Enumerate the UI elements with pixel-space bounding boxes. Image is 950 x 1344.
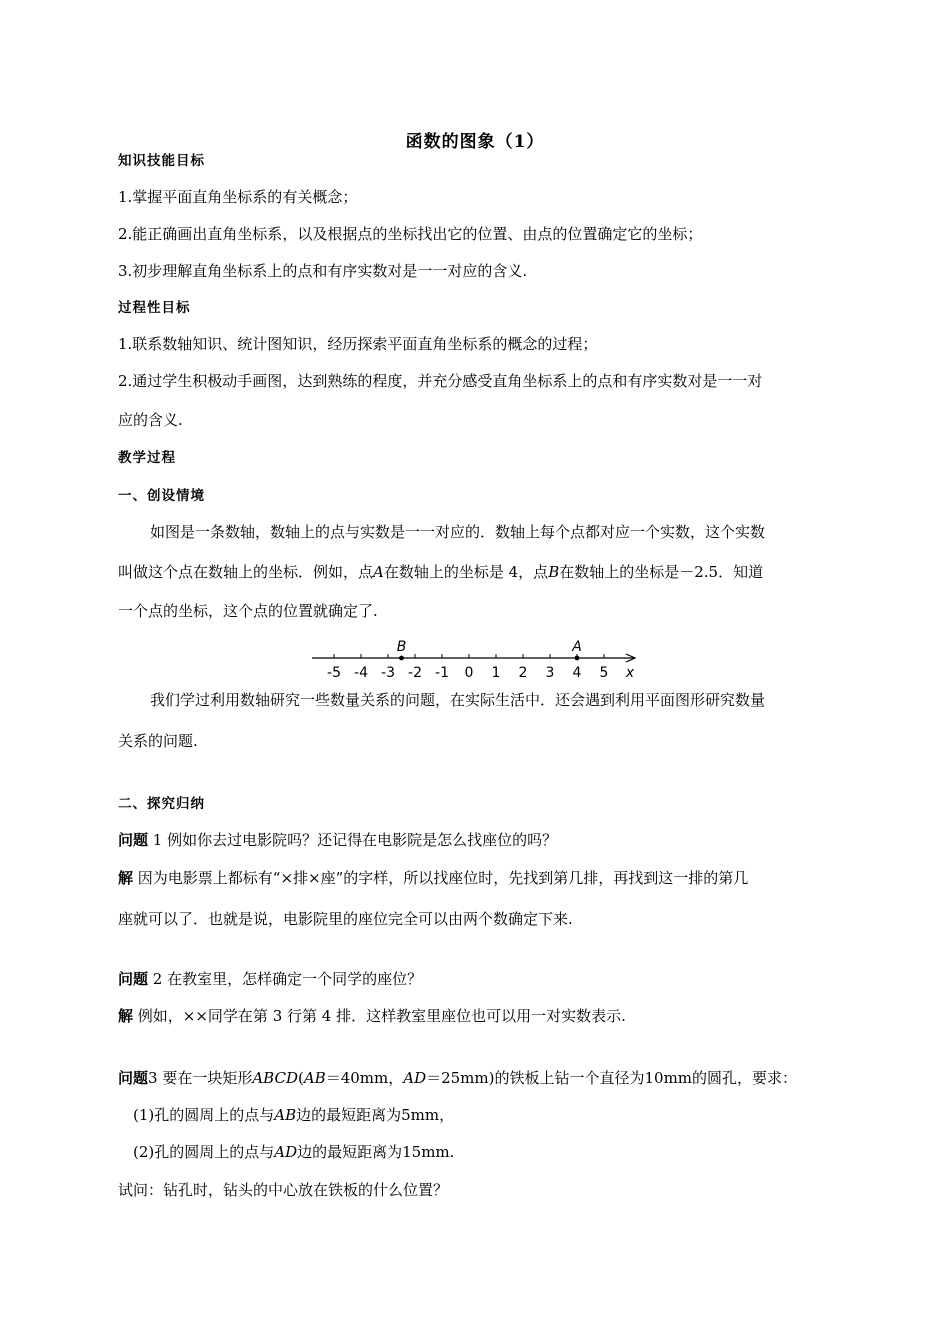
question-label: 问题 — [118, 831, 149, 849]
text: (2)孔的圆周上的点与 — [133, 1143, 275, 1161]
tick-label: -1 — [435, 665, 449, 681]
rect-abcd: ABCD — [252, 1069, 298, 1087]
question-label: 问题 — [118, 970, 149, 988]
text: (1)孔的圆周上的点与 — [133, 1106, 275, 1124]
point-b-label: B — [396, 639, 407, 655]
number-line-figure — [308, 636, 648, 684]
part1-para1-line1: 如图是一条数轴，数轴上的点与实数是一一对应的．数轴上每个点都对应一个实数，这个实数 — [150, 523, 766, 541]
segment-ab: AB — [303, 1069, 326, 1087]
process-item-1: 1.联系数轴知识、统计图知识，经历探索平面直角坐标系的概念的过程； — [118, 335, 598, 353]
axis-label: x — [625, 665, 635, 681]
text: 例如，××同学在第 3 行第 4 排．这样教室里座位也可以用一对实数表示. — [133, 1007, 626, 1025]
answer-2 — [118, 1006, 626, 1026]
knowledge-item-3: 3.初步理解直角坐标系上的点和有序实数对是一一对应的含义. — [118, 262, 528, 280]
text: 因为电影票上都标有“×排×座”的字样，所以找座位时，先找到第几排，再找到这一排的第几 — [133, 869, 749, 887]
answer-label: 解 — [118, 869, 134, 887]
text: 2 — [148, 970, 168, 988]
point-a-dot — [575, 656, 580, 661]
knowledge-item-1: 1.掌握平面直角坐标系的有关概念； — [118, 188, 358, 206]
question-label: 问题 — [118, 1069, 149, 1087]
heading-part1: 一、创设情境 — [118, 488, 205, 504]
segment-ab: AB — [274, 1106, 297, 1124]
process-item-2: 2.通过学生积极动手画图，达到熟练的程度，并充分感受直角坐标系上的点和有序实数对是一一对 — [118, 372, 763, 390]
tick-label: -4 — [354, 665, 368, 681]
point-a-label: A — [572, 639, 582, 655]
tick-label: -3 — [381, 665, 395, 681]
answer-label: 解 — [118, 1007, 134, 1025]
text: ＝40mm， — [325, 1069, 404, 1087]
part1-para2-line1: 我们学过利用数轴研究一些数量关系的问题，在实际生活中．还会遇到利用平面图形研究数量 — [150, 691, 766, 709]
text: 叫做这个点在数轴上的坐标．例如，点 — [118, 563, 374, 581]
number-line — [312, 639, 635, 681]
text: 在数轴上的坐标是 4，点 — [383, 563, 549, 581]
tick-label: 1 — [491, 665, 501, 681]
tick-label: 3 — [545, 665, 555, 681]
tick-label: 4 — [572, 665, 582, 681]
part1-para1-line3: 一个点的坐标，这个点的位置就确定了. — [118, 602, 378, 620]
text: 边的最短距离为15mm. — [297, 1143, 455, 1161]
point-a-label: A — [373, 563, 384, 581]
question-3-condition-1 — [133, 1105, 454, 1125]
text: 在数轴上的坐标是－2.5．知道 — [559, 563, 764, 581]
part1-para1-line2 — [118, 562, 763, 582]
text: 例如你去过电影院吗？还记得在电影院是怎么找座位的吗？ — [167, 831, 558, 849]
tick-label: 0 — [464, 665, 474, 681]
part1-para2-line2: 关系的问题. — [118, 732, 198, 750]
text: 3 要在一块矩形 — [148, 1069, 253, 1087]
process-item-2-cont: 应的含义. — [118, 411, 183, 429]
question-2 — [118, 969, 422, 989]
answer-1-line1 — [118, 868, 748, 888]
text: 边的最短距离为5mm， — [296, 1106, 455, 1124]
question-3-condition-2 — [133, 1142, 454, 1162]
question-3 — [118, 1068, 797, 1088]
page-title: 函数的图象（1） — [405, 132, 545, 152]
segment-ad: AD — [274, 1143, 298, 1161]
tick-label: -5 — [327, 665, 341, 681]
text: ＝25mm)的铁板上钻一个直径为10mm的圆孔，要求： — [426, 1069, 798, 1087]
tick-label: -2 — [408, 665, 422, 681]
knowledge-item-2: 2.能正确画出直角坐标系，以及根据点的坐标找出它的位置、由点的位置确定它的坐标； — [118, 225, 703, 243]
point-b-label: B — [548, 563, 560, 581]
text: 1 — [148, 831, 168, 849]
heading-teaching-process: 教学过程 — [118, 450, 176, 466]
segment-ad: AD — [403, 1069, 427, 1087]
heading-knowledge-goals: 知识技能目标 — [118, 153, 205, 169]
heading-part2: 二、探究归纳 — [118, 796, 205, 812]
text: 在教室里，怎样确定一个同学的座位？ — [167, 970, 423, 988]
text: ( — [297, 1069, 304, 1087]
point-b-dot — [399, 656, 404, 661]
tick-label: 5 — [599, 665, 609, 681]
tick-label: 2 — [518, 665, 528, 681]
question-1 — [118, 830, 557, 850]
heading-process-goals: 过程性目标 — [118, 300, 191, 316]
question-3-ask: 试问：钻孔时，钻头的中心放在铁板的什么位置？ — [118, 1181, 449, 1199]
answer-1-line2: 座就可以了．也就是说，电影院里的座位完全可以由两个数确定下来. — [118, 910, 573, 928]
